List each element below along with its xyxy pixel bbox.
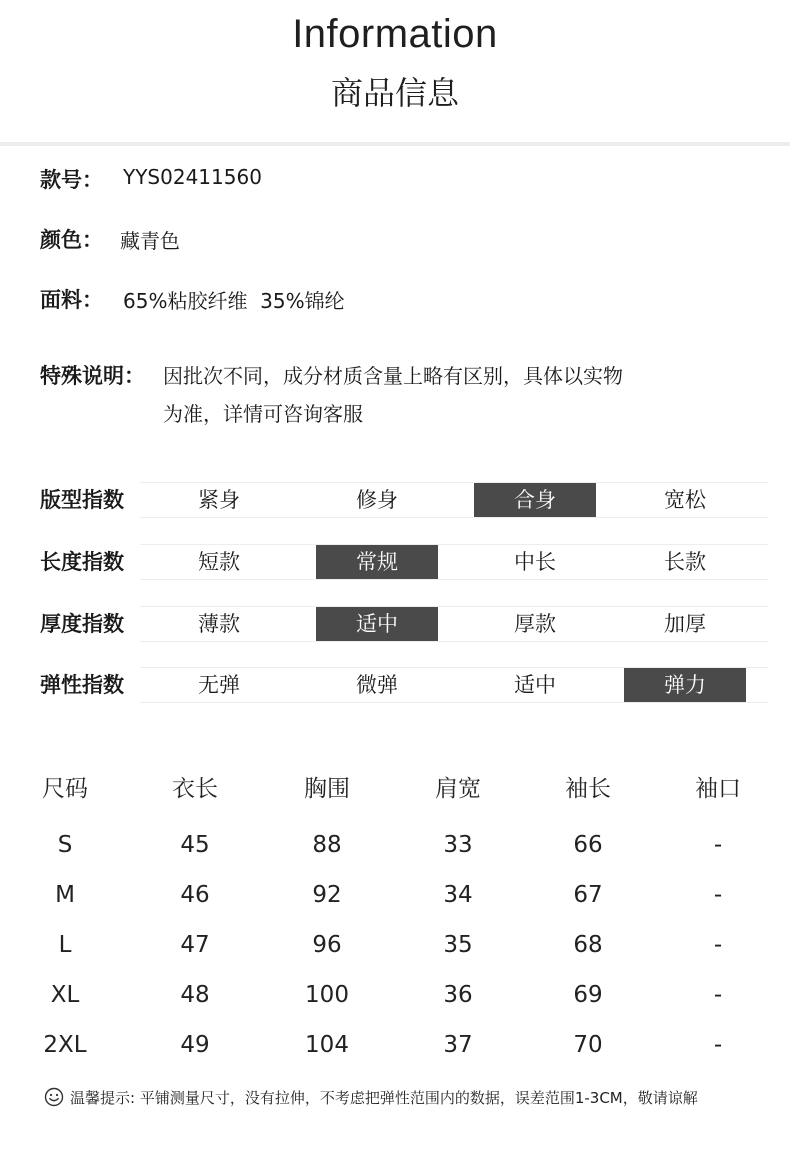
special-note-line-2: 为准，详情可咨询客服 <box>163 402 363 426</box>
style-number-row <box>40 164 262 194</box>
index-label: 版型指数 <box>40 488 124 512</box>
size-table-header-cell: 袖口 <box>695 776 741 802</box>
smile-icon <box>44 1087 64 1107</box>
index-option-selected: 弹力 <box>624 668 746 702</box>
size-table-cell: 47 <box>180 932 210 958</box>
special-note-line-1: 因批次不同，成分材质含量上略有区别，具体以实物 <box>163 364 623 388</box>
size-table-size-cell: M <box>55 882 75 908</box>
size-table-cell: 49 <box>180 1032 210 1058</box>
size-table-size-cell: XL <box>50 982 80 1008</box>
size-table-header-cell: 胸围 <box>304 776 350 802</box>
fabric-label: 面料： <box>40 288 103 312</box>
size-table-cell: 88 <box>312 832 342 858</box>
fabric-row <box>40 284 345 314</box>
size-table-cell: 36 <box>443 982 473 1008</box>
index-option-selected: 适中 <box>316 607 438 641</box>
size-table-cell: 46 <box>180 882 210 908</box>
index-option: 无弹 <box>198 673 240 697</box>
size-table-cell: 104 <box>305 1032 349 1058</box>
color-value: 藏青色 <box>120 229 180 253</box>
style-number-label: 款号： <box>40 168 103 192</box>
style-number-value: YYS02411560 <box>123 165 262 189</box>
color-label: 颜色： <box>40 228 103 252</box>
index-option: 厚款 <box>514 612 556 636</box>
size-table-size-cell: S <box>57 832 73 858</box>
index-row <box>0 544 790 580</box>
title-english: Information <box>292 12 498 56</box>
index-option: 中长 <box>514 550 556 574</box>
size-table-cell: 69 <box>573 982 603 1008</box>
size-table-cell: 100 <box>305 982 349 1008</box>
index-option: 修身 <box>356 488 398 512</box>
size-table-cell: 66 <box>573 832 603 858</box>
index-option: 加厚 <box>664 612 706 636</box>
index-row <box>0 482 790 518</box>
size-table-header-cell: 衣长 <box>172 776 218 802</box>
index-row <box>0 606 790 642</box>
size-table-cell: 92 <box>312 882 342 908</box>
size-table-cell: 96 <box>312 932 342 958</box>
index-option: 紧身 <box>198 488 240 512</box>
special-note-label: 特殊说明： <box>40 364 145 388</box>
index-option: 微弹 <box>356 673 398 697</box>
tip-text: 温馨提示: 平铺测量尺寸，没有拉伸，不考虑把弹性范围内的数据，误差范围1-3CM，敬请谅解 <box>70 1089 698 1107</box>
index-option: 薄款 <box>198 612 240 636</box>
index-label: 弹性指数 <box>40 673 124 697</box>
size-table-cell: 37 <box>443 1032 473 1058</box>
index-option-selected: 常规 <box>316 545 438 579</box>
size-table-cell: - <box>713 932 723 958</box>
size-table-header-cell: 尺码 <box>42 776 88 802</box>
index-option-selected: 合身 <box>474 483 596 517</box>
fabric-value: 65%粘胶纤维 35%锦纶 <box>123 289 345 313</box>
size-table-header-cell: 袖长 <box>565 776 611 802</box>
size-table-cell: - <box>713 1032 723 1058</box>
size-table-cell: 35 <box>443 932 473 958</box>
index-option: 宽松 <box>664 488 706 512</box>
index-option: 适中 <box>514 673 556 697</box>
size-table-cell: 70 <box>573 1032 603 1058</box>
size-table-cell: 45 <box>180 832 210 858</box>
size-table-size-cell: 2XL <box>43 1032 87 1058</box>
index-label: 长度指数 <box>40 550 124 574</box>
size-table-header-cell: 肩宽 <box>435 776 481 802</box>
size-table-size-cell: L <box>58 932 72 958</box>
index-row <box>0 667 790 703</box>
size-table-cell: - <box>713 982 723 1008</box>
index-option: 短款 <box>198 550 240 574</box>
index-option: 长款 <box>664 550 706 574</box>
size-table-cell: 48 <box>180 982 210 1008</box>
size-table-cell: - <box>713 882 723 908</box>
color-row <box>40 224 180 254</box>
size-table-cell: 67 <box>573 882 603 908</box>
tip-row <box>44 1087 698 1108</box>
size-table-cell: 68 <box>573 932 603 958</box>
header-divider <box>0 142 790 146</box>
size-table-cell: - <box>713 832 723 858</box>
page-header <box>0 0 790 140</box>
size-table-cell: 34 <box>443 882 473 908</box>
index-label: 厚度指数 <box>40 612 124 636</box>
title-chinese: 商品信息 <box>330 74 459 112</box>
size-table-cell: 33 <box>443 832 473 858</box>
